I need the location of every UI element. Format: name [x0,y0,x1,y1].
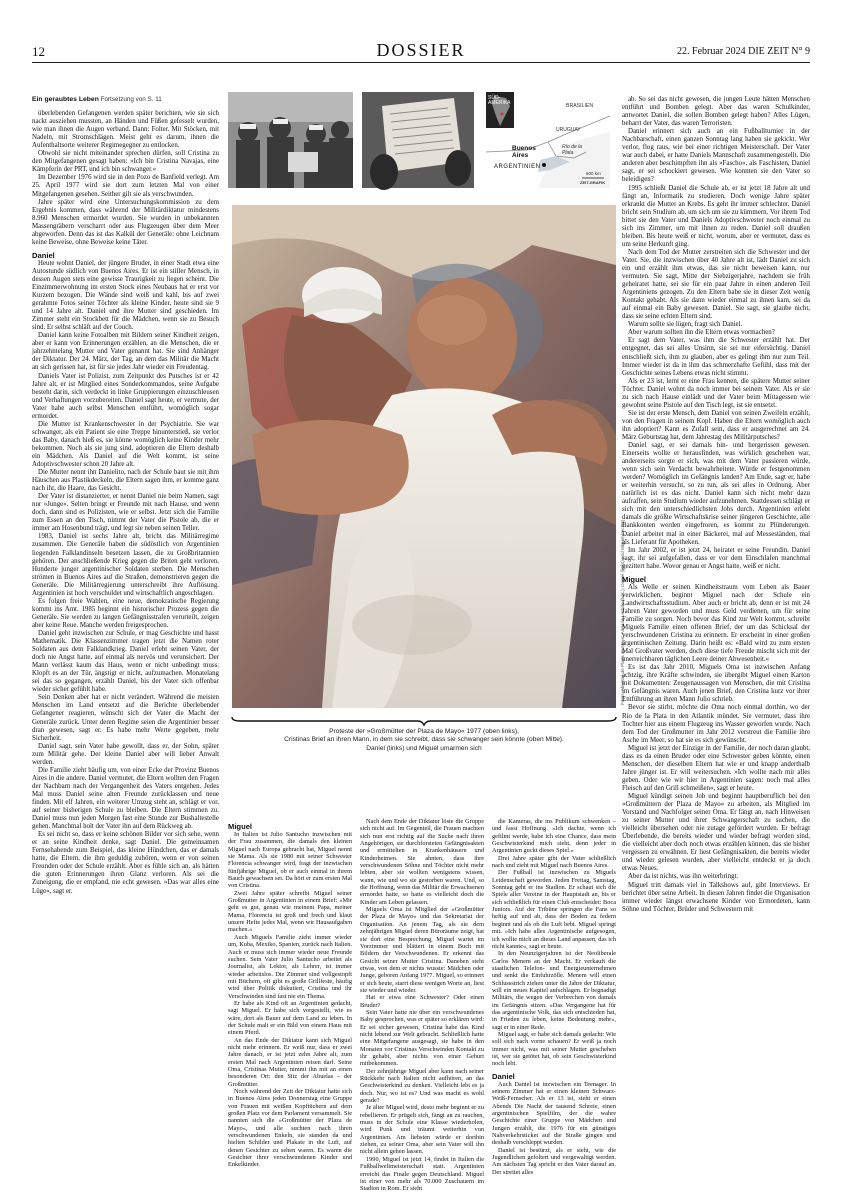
paragraph: Je älter Miguel wird, desto mehr beginnt er zu rebellieren. Er prügelt sich, fängt an zu rauchen, muss in der Schule eine Klasse wiederholen, wird Punk und träumt weiterhin von Argentinien. Am liebsten würde er dorthin ziehen, zu seiner Oma, aber sein Vater will ihn nicht allein gehen lassen. [360,1104,484,1156]
paragraph: 1990, Miguel ist jetzt 14, findet in Italien die Fußballweltmeisterschaft statt. Argentinien erreicht das Finale gegen Deutschland. Miguel ist einer von mehr als 70.000 Zuschauern im Stadion in Rom. Er sieht [360,1155,484,1193]
col1-daniel-text [32,260,219,896]
paragraph: Heute wohnt Daniel, der jüngere Bruder, in einer Stadt etwa eine Autostunde südlich von Buenos Aires. Er ist ein stiller Mensch, in dessen Augen stets eine gewisse Traurigkeit zu liegen scheint. Die Einzimmerwohnung im ersten Stock eines Neubaus hat er erst vor Kurzem bezogen. Die Wände sind weiß und kahl, bis auf zwei gerahmte Fotos seiner Töchter als kleine Kinder, heute sind sie 9 und 14 Jahre alt. Daniel und ihre Mutter sind geschieden. Im Zimmer steht ein Stockbett für die Mädchen, wenn sie zu Besuch sind. Er selbst schläft auf der Couch. [32,259,219,332]
paragraph: Es folgen freie Wahlen, eine neue, demokratische Regierung kommt ins Amt. 1985 beginnt ein historischer Prozess gegen die Generäle. Sie werden zu langen Gefängnisstrafen verurteilt, zeigen aber keine Reue. Manche werden freigesprochen. [32,597,219,629]
paragraph: 1995 schließt Daniel die Schule ab, er ist jetzt 18 Jahre alt und fängt an, Informatik zu studieren. Doch wenige Jahre später erkrankt die Mutter an Krebs. Es geht ihr immer schlechter. Daniel bricht sein Studium ab, um sich um sie zu kümmern. Vor ihrem Tod bittet sie den Vater und Daniels Adoptivschwester noch einmal zu sich ins Zimmer, um mit ihnen zu reden. Daniel soll draußen bleiben. Bis heute weiß er nicht, worum, aber er vermutet, dass es um seine Herkunft ging. [622,184,810,248]
paragraph: Auch Miguels Familie zieht immer wieder um, Kuba, Mexiko, Spanien, zurück nach Italien. Auch er muss sich immer wieder neue Freunde suchen. Sein Vater Julio Santucho arbeitet als Journalist, als Lektor, als Lehrer, ist immer wieder arbeitslos. Die Zimmer sind vollgestopft mit Büchern, oft gibt es große Grillfeste, häufig wird über Politik diskutiert, Cristina und ihr Verschwinden sind fast nie ein Thema. [228,933,352,1000]
paragraph: In Italien ist Julio Santucho inzwischen mit der Frau zusammen, die damals den kleinen Miguel nach Europa gebracht hat, Miguel nennt sie Mama. Als sie 1980 mit seiner Schwester Florencia schwanger wird, fragt der inzwischen fünfjährige Miguel, ob er auch einmal in ihrem Bauch gewachsen sei. Da hört er zum ersten Mal von Cristina. [228,831,352,890]
issue-date: 22. Februar 2024 DIE ZEIT N° 9 [677,46,810,57]
paragraph: Die Mutter ist Krankenschwester in der Psychiatrie. Sie war schwanger, als ein Patient sie eine Treppe hinunterstieß, sie verlor das Baby, danach hieß es, sie könne womöglich keine Kinder mehr bekommen. Noch als sie jung sind, adoptieren die Eltern deshalb ein Mädchen. Als Daniel auf die Welt kommt, ist seine Adoptivschwester schon 20 Jahre alt. [32,420,219,469]
paragraph: Die Familie zieht häufig um, von einer Ecke der Provinz Buenos Aires in die andere. Daniel vermutet, die Eltern wollten den Fragen der Nachbarn nach der Vergangenheit des Vaters entgehen. Jedes Mal muss Daniel seine alten Freunde zurücklassen und neue finden. Mit elf Jahren, ein weiterer Umzug steht an, schlägt er vor, auf seiner bisherigen Schule zu bleiben. Die Eltern stimmen zu. Daniel muss nun jeden Morgen fast eine Stunde zur Bushaltestelle gehen. Manchmal holt der Vater ihn auf dem Rückweg ab. [32,766,219,831]
paragraph: die Kameras, die ins Publikum schwenken – und fasst Hoffnung. »Ich dachte, wenn ich gefilmt werde, habe ich eine Chance, dass mein Geschwisterkind mich sieht, denn jeder in Argentinien guckt dieses Spiel.« [492,818,616,855]
paragraph: Es ist das Jahr 2010, Miguels Oma ist inzwischen Anfang achtzig, ihre Kräfte schwinden, sie übergibt Miguel einen Karton mit Dokumenten: Zeugenaussagen von Menschen, die mit Cristina im Gefängnis waren. Auch jenen Brief, den Cristina kurz vor ihrer Entführung an ihren Mann Julio schrieb. [622,664,810,704]
paragraph: Aber da ist nichts, was ihn weiterbringt. [628,873,739,881]
column-2 [228,818,352,1182]
map-label-country: ARGENTINIEN [494,164,541,170]
col2-text [228,831,352,1169]
column-5 [622,96,810,1182]
paragraph: Daniels Vater ist Polizist, zum Zeitpunkt des Putsches ist er 42 Jahre alt, er ist Mitglied eines Sonderkommandos, seine Aufgabe besteht darin, sich verdeckt in linke Gruppierungen einzuschleusen und Verhaftungen vorzubereiten. Daniel sagt heute, er vermute, der Vater habe auch selbst Menschen entführt, womöglich sogar ermordet. [32,372,219,420]
kicker-continued: Fortsetzung von S. 11 [100,96,162,103]
paragraph: Als er 23 ist, lernt er eine Frau kennen, die spätere Mutter seiner Töchter. Daniel wohnt da noch immer bei seinem Vater. Als er sie zu sich nach Hause einlädt und der Vater beim Mittagessen wie gewohnt seine Pistole auf den Tisch legt, ist sie entsetzt. [622,377,810,409]
paragraph: Die Mutter nennt ihn Danielito, nach der Schule baut sie mit ihm Häuschen aus Plastikdeckeln, die Eltern sagen ihm, er komme ganz nach ihr, die Haare, das Gesicht. [32,469,219,493]
paragraph: Zwei Jahre später schreibt Miguel seiner Großmutter in Argentinien in einem Brief: »Mir geht es gut, genau wie meinem Papa, meiner Mama, Florencia ist groß und frech und klaut unsere Hefte jedes Mal, wenn wir Hausaufgaben machen.« [228,889,352,934]
paragraph: Daniel erinnert sich auch an ein Fußballturnier in der Nachbarschaft, einen ganzen Sonntag lang haben sie gekickt. Wer verlor, flog raus, wie bei einer richtigen Meisterschaft. Der Vater war auch dabei, er hatte Daniels Mannschaft zusammengestellt. Die anderen aber beschimpften ihn als »Fascho«, als Faschisten, Daniel sagt, er sei schockiert gewesen. Wie konnten sie den Vater so beleidigen? [622,128,810,184]
paragraph: Miguel sagt, er habe sich damals gedacht: Wie soll sich nach vorne schauen? Er weiß ja noch immer nicht, was mit seiner Mutter geschehen ist, wer sie getötet hat, ob sein Geschwisterkind noch lebt. [492,1030,616,1068]
paragraph: Sein Vater hatte nie über ein verschwundenes Baby gesprochen, was er später so erklären wird: Er sei sicher gewesen, Cristina habe das Kind nicht lebend zur Welt gebracht. Schließlich hatte eine Mitgefangene ausgesagt, sie habe in den Monaten vor Cristinas Verschwinden Kontakt zu ihr gehabt, aber nichts von einer Geburt mitbekommen. [360,1008,484,1068]
section-title: DOSSIER [376,40,466,60]
page-number: 12 [32,44,45,59]
embrace-photo [232,205,616,708]
caption-brace [232,716,616,726]
subhead-daniel-2: Daniel [492,1071,515,1081]
map-label-uruguay: URUGUAY [556,127,581,133]
paragraph: Bevor sie stirbt, möchte die Oma noch einmal dorthin, wo der Río de la Plata in den Atlantik mündet. Sie vermutet, dass ihre Tochter hier aus einem Flugzeug ins Wasser geworfen wurde. Nach dem Tod der Großmutter im Jahr 2012 verstreut die Familie ihre Asche im Meer, so hat sie es sich gewünscht. [622,704,810,744]
paragraph: Daniel kann keine Fotoalben mit Bildern seiner Kindheit zeigen, aber er kann von Erinnerungen erzählen, an die Menschen, die er jahrzehntelang Mutter und Vater genannt hat. Sie sind Anhänger der Diktatur. Der 24. März, der Tag, an dem das Militär die Macht an sich gerissen hat, ist für sie jedes Jahr wieder ein Freudentag. [32,332,219,372]
column-3 [360,818,484,1193]
paragraph: An das Ende der Diktatur kann sich Miguel nicht mehr erinnern. Er weiß nur, dass er zwei Jahre danach, er ist jetzt zehn Jahre alt, zum ersten Mal nach Argentinien reisen darf. Seine Oma, Cristinas Mutter, nimmt ihn mit an einen besonderen Ort: den Sitz der Abuelas – der Großmütter. [228,1036,352,1088]
paragraph: Daniel ist bestürzt, als er sieht, wie die Jugendlichen gefoltert und vergewaltigt werden. Am nächsten Tag spricht er den Vater darauf an. Der streitet alles [492,1146,616,1176]
map-label-city: Buenos Aires [512,145,536,159]
paragraph: Der Vater ist distanzierter, er nennt Daniel nie beim Namen, sagt nur »Junge«. Selten bringt er Freunde mit nach Hause, und wenn doch, dann sind es Polizisten, wie er selbst. Jetzt sich die Familie zum Essen an den Tisch, nimmt der Vater die Pistole ab, die er immer am Hosenbund trägt, und legt sie neben seinen Teller. [32,493,219,533]
paragraph: In den Neunzigerjahren ist der Neoliberale Carlos Menem an der Macht. Er verkauft die staatlichen Telefon- und Energieunternehmen und senkt die Einfuhrzölle. Menem will einen Schlussstrich ziehen unter die Jahre der Diktatur, will ein neues Kapitel aufschlagen. Er begnadigt Militärs, die wegen der Verbrechen von damals im Gefängnis sitzen. »Das Vergangene hat für das argentinische Volk, das sich entschieden hat, in Frieden zu leben, keine Bedeutung mehr«, sagt er in einer Rede. [492,950,616,1031]
paragraph: Er habe als Kind oft an Argentinien gedacht, sagt Miguel. Er habe sich vorgestellt, wie es wäre, dort als Bauer auf dem Land zu leben. In der Schule malt er ein Bild von einem Haus mit einem Pferd. [228,999,352,1037]
map-label-river: Río de la Plata [562,144,583,156]
subhead-miguel: Miguel [228,822,253,831]
paragraph: Miguel tritt damals viel in Talkshows auf, gibt Interviews. Er berichtet über seine Arbeit. In diesen Jahren findet die Organisation immer wieder längst erwachsene Kinder von Ermordeten, kann Söhne und Töchter, Brüder und Schwestern mit [622,881,810,913]
map-label-inset: SÜD- AMERIKA [488,95,511,106]
protest-photo [228,92,353,188]
paragraph: ab. So sei das nicht gewesen, die jungen Leute hätten Menschen entführt und Bomben gelegt. Aber das waren Schulkinder, antwortet Daniel, die sollen Bomben gelegt haben? Alles Lügen, beharrt der Vater, das waren Terroristen. [622,96,810,128]
paragraph: Aber warum sollten ihn die Eltern etwas vormachen? [628,329,775,337]
column-4-body [492,818,616,1182]
photo-credit: Fotos: Abuelas de Plaza de Mayo; Adriana Lestido (bdc.); Daniel (links) und Miguel (rechts) [620,519,625,705]
paragraph: Miguel ist jetzt der Einzige in der Familie, der noch daran glaubt, dass es da einen Bruder oder eine Schwester geben könnte, einen Menschen, der dieselben Eltern hat wie er und knapp anderthalb Jahre jünger ist. Er will weitersuchen. »Ich wollte nach mir alles geben. Oder wie wir hier in Argentinien sagen: noch mal alles Fleisch auf den Grill schmeißen«, sagt er heute. [622,744,810,792]
paragraph: Im Dezember 1976 wird sie in den Pozo de Banfield verlegt. Am 25. April 1977 wird sie dort zum letzten Mal von einer Mitgefangenen gesehen. Seither gilt sie als verschwunden. [32,174,219,198]
kicker-line [32,96,219,104]
paragraph: Warum sollte sie lügen, fragt sich Daniel. [628,321,743,329]
map-label-brasilien: BRASILIEN [566,103,594,109]
page-footer [32,1186,810,1190]
header-rule [32,62,810,63]
paragraph: Nach dem Ende der Diktatur löste die Gruppe sich nicht auf. Im Gegenteil, die Frauen machten sich nun erst richtig auf die Suche nach ihren Angehörigen, sie durchforsteten Gefängnisakten und ermittelten in Krankenhäusern und Kinderheimen. Sie ahnten, dass ihre verschwundenen Söhne und Töchter nicht mehr lebten, aber sie wollten wenigstens wissen, wann, wie und wo sie gestorben waren. Und, so die Hoffnung, wenn das Militär die Erwachsenen ermordet hatte, so hatte es vielleicht doch die Kinder am Leben gelassen. [360,818,484,906]
paragraph: Noch während der Zeit der Diktatur hatte sich in Buenos Aires jeden Donnerstag eine Gruppe von Frauen mit weißen Kopftüchern auf dem großen Platz vor dem Parlament versammelt. Sie nannten sich die »Großmütter der Plaza de Mayo«, und alle suchten nach ihren verschwundenen Enkeln, sie standen da und hielten Schilder und Plakate in die Luft, auf denen Gesichter zu sehen waren. Es waren die Gesichter ihrer verschwundenen Kinder und Enkelkinder. [228,1088,352,1169]
paragraph: Obwohl sie nicht miteinander sprechen dürfen, soll Cristina zu den Mitgefangenen gesagt haben: »Ich bin Cristina Navajas, eine Kämpferin der PRT, und ich bin schwanger.« [32,150,219,174]
paragraph: Im Jahr 2002, er ist jetzt 24, heiratet er seine Freundin. Daniel sagt, ihr sei aufgefallen, dass er vor dem Einschlafen manchmal gezittert habe. Wovor genau er Angst hatte, weiß er nicht. [622,546,810,570]
kicker-title: Ein geraubtes Leben [32,96,99,103]
col1-top-text [32,110,219,247]
paragraph: Daniel sagt, er sei damals hin- und hergerissen gewesen. Einerseits wollte er herausfinden, was wirklich geschehen war, andererseits sorgte er sich, was mit dem Vater passieren würde, wenn sich sein Verdacht bewahrheitete. Würde er festgenommen werden? Womöglich im Gefängnis landen? Am Ende, sagt er, habe er weiterhin versucht, so zu tun, als sei alles in Ordnung. Aber natürlich ist es das nicht. Daniel kann sich nicht mehr dazu aufraffen, sein Studium wieder aufzunehmen. Stattdessen schlägt er sich mit den unterschiedlichsten Jobs durch. Argentinien erlebt damals die größte Wirtschaftskrise seiner jüngeren Geschichte, alle Bankkonten werden eingefroren, es kommt zu Plünderungen. Daniel arbeitet mal in einer Bäckerei, mal auf Messeständen, mal als Lieferant für Apotheken. [622,442,810,546]
letter-photo [362,92,474,188]
subhead-miguel-2: Miguel [622,574,647,584]
paragraph: Daniel geht inzwischen zur Schule, er mag Geschichte und hasst Mathematik. Die Klassenzimmer tragen jetzt die Namen roter Soldaten aus dem Falklandkrieg. Daniel erlebt seinen Vater, der doch nie Angst hatte, auf einmal als nervös und verunsichert. Der Mann verlässt kaum das Haus, wenn er nicht unbedingt muss. Klopft es an der Tür, ängstigt er nicht, aufzumachen. Monatelang sei das so gegangen, erzählt Daniel, bis der Vater sich offenbar wieder sicher gefühlt habe. [32,630,219,694]
col3-text [360,818,484,1193]
map-label-source: ZEIT-GRAFIK [580,180,606,185]
paragraph: Hat er etwa eine Schwester? Oder einen Bruder? [360,994,484,1009]
map-label-scale: 500 km [586,171,601,176]
col5-text [622,96,810,571]
paragraph: Als Welle er seinen Kindheitstraum vom Leben als Bauer verwirklichen, beginnt Miguel nach der Schule ein Landwirtschaftsstudium. Aber auch er bricht ab, denn er ist mit 24 Jahren Vater geworden und muss Geld verdienen, um für seine Familie zu sorgen. Noch bevor das Kind zur Welt kommt, schreibt Miguels Familie einen offenen Brief, der um das Schicksal der verschwundenen Cristina zu erinnern. Er erscheint in einer großen argentinischen Zeitung. Darin heißt es: »Bald wird zu zum ersten Mal Großvater werden, doch diese tiefe Freude mischt sich mit der unerreichbaren täglichen Leere deiner Abwesenheit.« [622,583,810,664]
paragraph: überlebenden Gefangenen werden später berichten, wie sie sich nackt ausziehen mussten, an Händen und Füßen gefesselt wurden, wie man ihnen die Augen verband. Dann: Folter. Mit Stöcken, mit Nadeln, mit Stromschlägen. Meist geht es darum, ihnen die Aufenthaltsorte weiterer Regimegegner zu entlocken. [32,110,219,150]
paragraph: Daniel sagt, sein Vater habe gewollt, dass er, der Sohn, später zum Militär gehe. Der kleine Daniel aber will lieber Anwalt werden. [32,742,219,766]
col5-miguel-text [622,584,810,914]
paragraph: Jahre später wird eine Untersuchungskommission zu dem Ergebnis kommen, dass während der Militärdiktatur mindestens 8.960 Menschen ermordet wurden. Sie wurden in unbekannten Massengräbern verscharrt oder aus Flugzeugen über dem Meer abgeworfen. Denn das ist das Kalkül der Generäle: ohne Leichnam keine Beweise, ohne Beweise keine Täter. [32,198,219,246]
photo-caption: Proteste der »Großmütter der Plaza de Mayo« 1977 (oben links), Cristinas Brief an ihren Mann, in dem sie schreibt, dass sie schwanger sein könnte (oben Mitte). Daniel (links) und Miguel umarmen sich [284,728,564,752]
location-map [486,92,610,188]
paragraph: Es sei nicht so, dass er keine schönen Bilder vor sich sehe, wenn er an seine Kindheit denke, sagt Daniel. Die gemeinsamen Fernsehabende zum Beispiel, das kleine Hündchen, das er damals hatte, die Eltern, die ihm geduldig zuhören, wenn er von seinen Freunden oder der Schule erzählt. Aber es fühle sich an, als hätten die guten Erinnerungen ihren Glanz verloren. Als sei die Zuneigung, die er empfand, nie echt gewesen. »Das war alles eine Lüge«, sagt er. [32,831,219,895]
paragraph: Nach dem Tod der Mutter zerstreiten sich die Schwester und der Vater. Sie, die inzwischen über 40 Jahre alt ist, lädt Daniel zu sich ein und erzählt ihm etwas, das sie nicht beweisen kann, nur vermuten. Sie sagt, Mitte der Siebzigerjahre, nachdem sie früh geheiratet hatte, sei sie für ein paar Jahre in einen anderen Teil Argentiniens gezogen. Zu den Eltern habe sie in dieser Zeit wenig Kontakt gehabt. Als sie dann wieder einmal zu ihnen kam, sei da auf einmal ein Baby gewesen. Daniel. Sie sagt, sie glaube nicht, dass sie seine echten Eltern sind. [622,248,810,321]
paragraph: Auch Daniel ist inzwischen ein Teenager. In seinem Zimmer hat er einen kleinen Schwarz-Weiß-Fernseher. Als er 13 ist, sieht er einen Abends Die Nacht der tausend Schreie, einen argentinischen Spielfilm, der die wahre Geschichte einer Gruppe von Mädchen und Jungen erzählt, die 1976 für ein günstiges Nahverkehrsticket auf die Straße gingen und deshalb verschleppt wurden. [492,1080,616,1147]
paragraph: Miguels Oma ist Mitglied der »Großmütter der Plaza de Mayo« und das Sekretariat der Organisation. An jenem Tag, als sie dem zehnjährigen Miguel deren Büroräume zeigt, hat sie dort eine Besprechung, Miguel wartet im Vorzimmer und blättert in einem Buch mit Bildern der Verschwundenen. Er erkennt das Gesicht seiner Mutter Cristina. Daneben steht etwas, von dem er nichts wusste: Mädchen oder Junge, geboren Anfang 1977. Miguel, so erinnert er sich heute, starrt diese wenigen Worte an, liest sie wieder und wieder. [360,906,484,994]
subhead-daniel: Daniel [32,250,55,260]
paragraph: 1983, Daniel ist sechs Jahre alt, bricht das Militärregime zusammen. Die Generäle haben die südöstlich von Argentinien liegenden Falklandinseln besetzen lassen, die zu Großbritannien gehören. Der anschließende Krieg gegen die Briten geht verloren, Hunderte junger argentinischer Soldaten sterben. Die Menschen strömen in Buenos Aires auf die Straßen, demonstrieren gegen die Generäle. Die Militärregierung unterschreibt ihre Auflösung. Argentinien ist hoch verschuldet und wirtschaftlich angeschlagen. [32,533,219,597]
paragraph: Drei Jahre später gibt der Vater schließlich nach und zieht mit Miguel nach Buenos Aires. [492,854,616,870]
paragraph: Sein Denken aber hat er nicht verändert. Während die meisten Menschen im Land entsetzt auf die Berichte überlebender Gefangener reagieren, wünscht sich der Vater die Macht der Generäle zurück. Unter deren Regime seien die Argentinier besser dran gewesen, sagt er. Es habe mehr Werte gegeben, mehr Sicherheit. [32,694,219,742]
paragraph: Er sagt dem Vater, was ihm die Schwester erzählt hat. Der entgegnet, das sei alles Unsinn, sie sei nur eifersüchtig. Daniel entschließt sich, ihm zu glauben, aber es gelingt ihm nur zum Teil. Immer wieder ist da in ihm das schmerzhafte Gefühl, dass mit der Geschichte seines Lebens etwas nicht stimmt. [622,337,810,377]
paragraph: Miguel kündigt seinen Job und beginnt hauptberuflich bei den »Großmüttern der Plaza de Mayo« zu arbeiten, als Mitglied im Vorstand und Nachfolger seiner Oma. Er fängt an, nach Hinweisen zu seiner Mutter und ihrer Schwangerschaft zu suchen, die vielleicht übersehen oder nie zutage gefördert wurden. Er befragt Überlebende, die bereits wieder und wieder befragt worden sind, die vielleicht aber doch noch etwas erzählen können, das sie bisher vergessen zu erwähnen. Er liest Gefängnisakten, die bereits wieder und wieder gelesen wurden, aber vielleicht entdeckt er ja doch etwas Neues. [622,792,810,873]
column-1 [32,96,219,1182]
paragraph: Der zehnjährige Miguel aber kann nach seiner Rückkehr nach Italien nicht aufhören, an das Geschwisterkind zu denken. Vielleicht lebt es ja doch. Nur, wo ist es? Und was macht es wohl gerade? [360,1067,484,1105]
paragraph: Der Fußball ist inzwischen zu Miguels Leidenschaft geworden. Jeden Freitag, Samstag, Sonntag geht er ins Stadion. Er schaut sich die Spiele aller Vereine in der Hauptstadt an, bis er sich schließlich für einen Club entscheidet: Boca Juniors. Auf der Tribüne springen die Fans so heftig auf und ab, dass der Boden zu federn beginnt und als ob die Luft bebt. Miguel springt mit. »Ich habe alles Argentinische aufgesogen, ich wollte mich an dieses Land anpassen, das ich nicht kannte«, sagt er heute. [492,869,616,950]
paragraph: Sie ist der erste Mensch, dem Daniel von seinen Zweifeln erzählt, von den Fragen in seinem Kopf. Haben die Eltern womöglich auch ihn adoptiert? Kann es Zufall sein, dass er ausgerechnet am 24. März Geburtstag hat, dem Jahrestag des Militärputsches? [622,409,810,441]
